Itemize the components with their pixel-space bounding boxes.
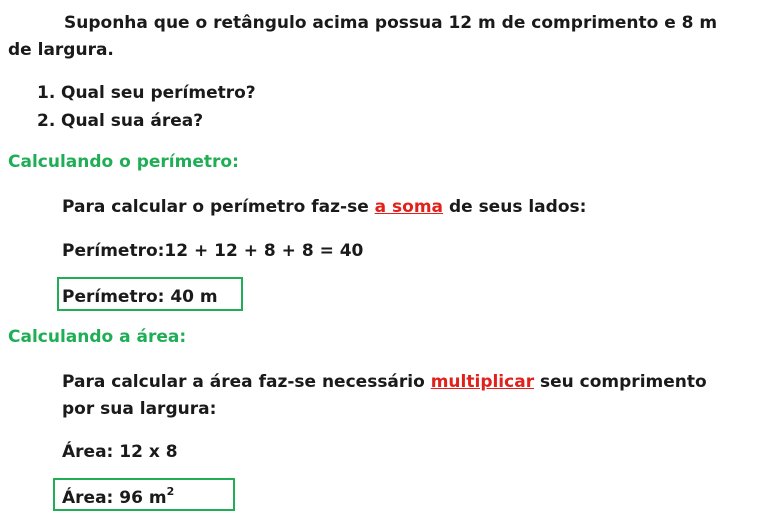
- area-result-exponent: 2: [166, 485, 175, 499]
- area-explanation-suffix: seu comprimento: [534, 372, 707, 392]
- intro-line-2: de largura.: [8, 40, 114, 60]
- perimeter-explanation-prefix: Para calcular o perímetro faz-se: [62, 197, 375, 217]
- area-highlight-multiplicar: multiplicar: [430, 372, 535, 392]
- perimeter-heading: Calculando o perímetro:: [8, 152, 239, 172]
- question-number: 2.: [37, 111, 56, 131]
- perimeter-calculation: Perímetro:12 + 12 + 8 + 8 = 40: [62, 241, 364, 261]
- question-text: Qual sua área?: [61, 111, 204, 131]
- area-result: [62, 487, 174, 509]
- area-result-box: [53, 478, 235, 511]
- area-explanation-line-1: [62, 371, 707, 393]
- area-calculation: Área: 12 x 8: [62, 442, 178, 462]
- question-item: [37, 110, 256, 138]
- question-number: 1.: [37, 83, 56, 103]
- questions-list: [37, 82, 256, 138]
- area-heading: Calculando a área:: [8, 327, 187, 347]
- area-explanation-line-2: por sua largura:: [62, 399, 217, 419]
- perimeter-highlight-soma: a soma: [374, 197, 444, 217]
- question-text: Qual seu perímetro?: [61, 83, 256, 103]
- perimeter-result: Perímetro: 40 m: [62, 287, 218, 307]
- perimeter-explanation: [62, 196, 586, 218]
- question-item: [37, 82, 256, 110]
- area-result-text: Área: 96 m: [62, 488, 167, 508]
- perimeter-result-box: [57, 277, 243, 311]
- perimeter-explanation-suffix: de seus lados:: [443, 197, 587, 217]
- area-explanation-prefix: Para calcular a área faz-se necessário: [62, 372, 431, 392]
- intro-line-1: Suponha que o retângulo acima possua 12 m de comprimento e 8 m: [64, 13, 718, 33]
